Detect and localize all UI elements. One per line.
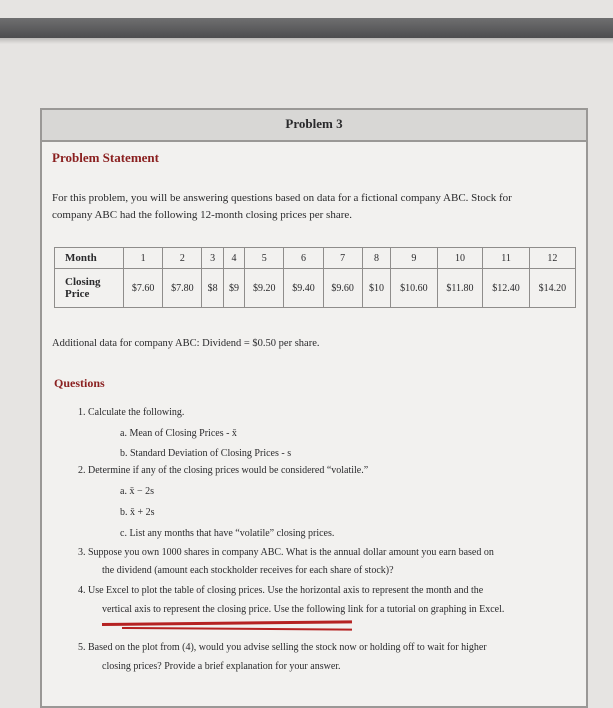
- question-2: 2. Determine if any of the closing prices would be considered “volatile.”: [78, 465, 369, 476]
- closing-price-header: [55, 269, 124, 308]
- month-cell: 11: [483, 248, 529, 269]
- closing-label: Closing: [65, 276, 101, 288]
- price-cell: $11.80: [437, 269, 483, 308]
- month-cell: 5: [245, 248, 284, 269]
- intro-line-2: company ABC had the following 12-month closing prices per share.: [52, 209, 352, 221]
- question-2b: b. x̄ + 2s: [120, 507, 155, 518]
- month-cell: 4: [223, 248, 244, 269]
- question-3-line-2: the dividend (amount each stockholder receives for each share of stock)?: [102, 565, 394, 576]
- month-cell: 3: [202, 248, 223, 269]
- red-strike-mark: [122, 627, 352, 631]
- price-table: [54, 247, 576, 308]
- intro-line-1: For this problem, you will be answering questions based on data for a fictional company ABC. Stock for: [52, 192, 512, 204]
- questions-heading: Questions: [54, 376, 105, 390]
- question-3-line-1: 3. Suppose you own 1000 shares in company ABC. What is the annual dollar amount you earn based on: [78, 547, 494, 558]
- top-bar: [0, 18, 613, 38]
- additional-data: Additional data for company ABC: Dividend = $0.50 per share.: [52, 338, 320, 349]
- month-cell: 10: [437, 248, 483, 269]
- question-1: 1. Calculate the following.: [78, 407, 185, 418]
- question-5-line-2: closing prices? Provide a brief explanation for your answer.: [102, 661, 341, 672]
- month-cell: 9: [391, 248, 437, 269]
- price-cell: $9.60: [323, 269, 362, 308]
- month-cell: 8: [362, 248, 391, 269]
- problem-card: [40, 108, 588, 708]
- question-4-line-1: 4. Use Excel to plot the table of closing prices. Use the horizontal axis to represent the month and the: [78, 585, 484, 596]
- price-row: [55, 269, 576, 308]
- question-2a: a. x̄ − 2s: [120, 486, 154, 497]
- price-label: Price: [65, 288, 90, 300]
- month-cell: 7: [323, 248, 362, 269]
- question-1b: b. Standard Deviation of Closing Prices - s: [120, 448, 292, 459]
- month-row: [55, 248, 576, 269]
- red-strike-mark: [102, 620, 352, 626]
- question-1a: a. Mean of Closing Prices - x̄: [120, 428, 237, 439]
- month-cell: 6: [284, 248, 323, 269]
- price-cell: $7.80: [163, 269, 202, 308]
- month-cell: 1: [124, 248, 163, 269]
- price-cell: $9.40: [284, 269, 323, 308]
- price-cell: $9.20: [245, 269, 284, 308]
- question-4-line-2: vertical axis to represent the closing price. Use the following link for a tutorial on graphing in Excel.: [102, 604, 505, 615]
- price-cell: $7.60: [124, 269, 163, 308]
- price-cell: $14.20: [529, 269, 575, 308]
- price-cell: $12.40: [483, 269, 529, 308]
- price-cell: $10.60: [391, 269, 437, 308]
- statement-intro: [52, 190, 552, 224]
- month-header: Month: [55, 248, 124, 269]
- question-5-line-1: 5. Based on the plot from (4), would you advise selling the stock now or holding off to wait for higher: [78, 642, 487, 653]
- month-cell: 2: [163, 248, 202, 269]
- top-bar-shadow: [0, 38, 613, 44]
- price-cell: $10: [362, 269, 391, 308]
- price-cell: $8: [202, 269, 223, 308]
- price-cell: $9: [223, 269, 244, 308]
- month-cell: 12: [529, 248, 575, 269]
- question-2c: c. List any months that have “volatile” closing prices.: [120, 528, 335, 539]
- problem-title: Problem 3: [42, 110, 586, 142]
- statement-heading: Problem Statement: [52, 150, 159, 165]
